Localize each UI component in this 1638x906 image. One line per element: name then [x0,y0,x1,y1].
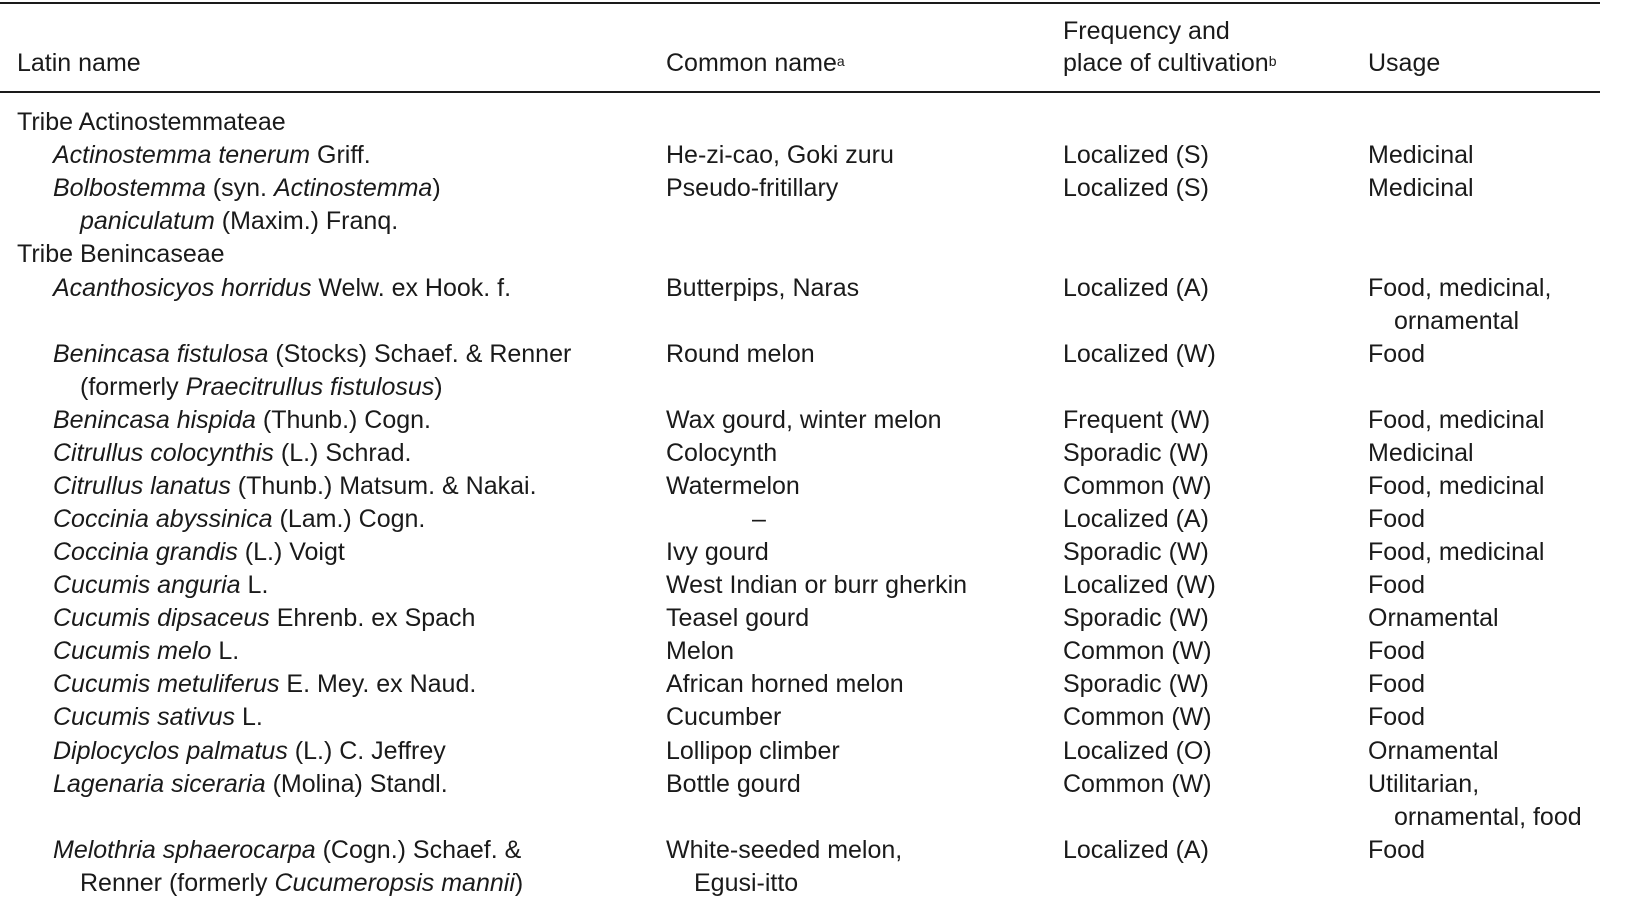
header-rule [0,91,1600,93]
common-name: He-zi-cao, Goki zuru [666,141,894,169]
usage: Food, medicinal [1368,538,1545,566]
latin-name: Cucumis melo L. [53,637,240,665]
common-name: Colocynth [666,439,778,467]
latin-name: Cucumis anguria L. [53,571,269,599]
common-name-continued: Egusi-itto [694,869,799,897]
common-name: Melon [666,637,735,665]
frequency: Sporadic (W) [1063,604,1209,632]
usage: Ornamental [1368,737,1499,765]
latin-name: Cucumis sativus L. [53,703,263,731]
frequency: Sporadic (W) [1063,538,1209,566]
latin-name-continued: paniculatum (Maxim.) Franq. [80,207,399,235]
usage: Ornamental [1368,604,1499,632]
header-common-name: Common name$^a$ [666,49,845,77]
common-name: White-seeded melon, [666,836,903,864]
latin-name: Cucumis metuliferus E. Mey. ex Naud. [53,670,477,698]
frequency: Common (W) [1063,472,1212,500]
usage: Medicinal [1368,141,1474,169]
frequency: Localized (S) [1063,174,1209,202]
usage: Food, medicinal [1368,406,1545,434]
common-name: Round melon [666,340,815,368]
usage: Medicinal [1368,439,1474,467]
common-name: Pseudo-fritillary [666,174,839,202]
header-usage: Usage [1368,49,1441,77]
frequency: Sporadic (W) [1063,439,1209,467]
frequency: Common (W) [1063,770,1212,798]
tribe-label: Tribe Actinostemmateae [17,108,286,136]
latin-name: Melothria sphaerocarpa (Cogn.) Schaef. & [53,836,522,864]
latin-name: Coccinia abyssinica (Lam.) Cogn. [53,505,426,533]
frequency: Common (W) [1063,637,1212,665]
usage: Utilitarian, [1368,770,1480,798]
latin-name-continued: Renner (formerly Cucumeropsis mannii) [80,869,524,897]
header-latin-name: Latin name [17,49,141,77]
header-frequency-line1: Frequency and [1063,17,1230,45]
latin-name: Coccinia grandis (L.) Voigt [53,538,345,566]
common-name: Ivy gourd [666,538,769,566]
usage-continued: ornamental [1394,307,1520,335]
frequency: Sporadic (W) [1063,670,1209,698]
top-rule [0,2,1600,4]
usage: Food [1368,670,1425,698]
latin-name: Actinostemma tenerum Griff. [53,141,371,169]
latin-name: Acanthosicyos horridus Welw. ex Hook. f. [53,274,512,302]
frequency: Localized (A) [1063,505,1209,533]
common-name: Cucumber [666,703,782,731]
latin-name: Benincasa fistulosa (Stocks) Schaef. & Renner [53,340,572,368]
frequency: Localized (W) [1063,340,1216,368]
usage: Medicinal [1368,174,1474,202]
header-frequency-line2: place of cultivation$^b$ [1063,49,1277,77]
latin-name: Diplocyclos palmatus (L.) C. Jeffrey [53,737,446,765]
common-name: African horned melon [666,670,904,698]
latin-name-continued: (formerly Praecitrullus fistulosus) [80,373,443,401]
frequency: Localized (A) [1063,836,1209,864]
latin-name: Benincasa hispida (Thunb.) Cogn. [53,406,432,434]
usage: Food [1368,571,1425,599]
usage: Food [1368,505,1425,533]
common-name: Bottle gourd [666,770,801,798]
usage-continued: ornamental, food [1394,803,1582,831]
common-name: – [752,505,766,533]
common-name: Teasel gourd [666,604,810,632]
common-name: Lollipop climber [666,737,840,765]
frequency: Common (W) [1063,703,1212,731]
usage: Food, medicinal, [1368,274,1552,302]
frequency: Localized (O) [1063,737,1212,765]
common-name: Watermelon [666,472,800,500]
common-name: West Indian or burr gherkin [666,571,968,599]
usage: Food [1368,836,1425,864]
frequency: Localized (A) [1063,274,1209,302]
usage: Food [1368,703,1425,731]
usage: Food [1368,340,1425,368]
tribe-label: Tribe Benincaseae [17,240,225,268]
frequency: Frequent (W) [1063,406,1211,434]
common-name: Wax gourd, winter melon [666,406,942,434]
frequency: Localized (S) [1063,141,1209,169]
usage: Food, medicinal [1368,472,1545,500]
latin-name: Citrullus lanatus (Thunb.) Matsum. & Nakai. [53,472,537,500]
latin-name: Citrullus colocynthis (L.) Schrad. [53,439,412,467]
latin-name: Lagenaria siceraria (Molina) Standl. [53,770,448,798]
frequency: Localized (W) [1063,571,1216,599]
latin-name: Cucumis dipsaceus Ehrenb. ex Spach [53,604,476,632]
latin-name: Bolbostemma (syn. Actinostemma) [53,174,441,202]
usage: Food [1368,637,1425,665]
common-name: Butterpips, Naras [666,274,860,302]
